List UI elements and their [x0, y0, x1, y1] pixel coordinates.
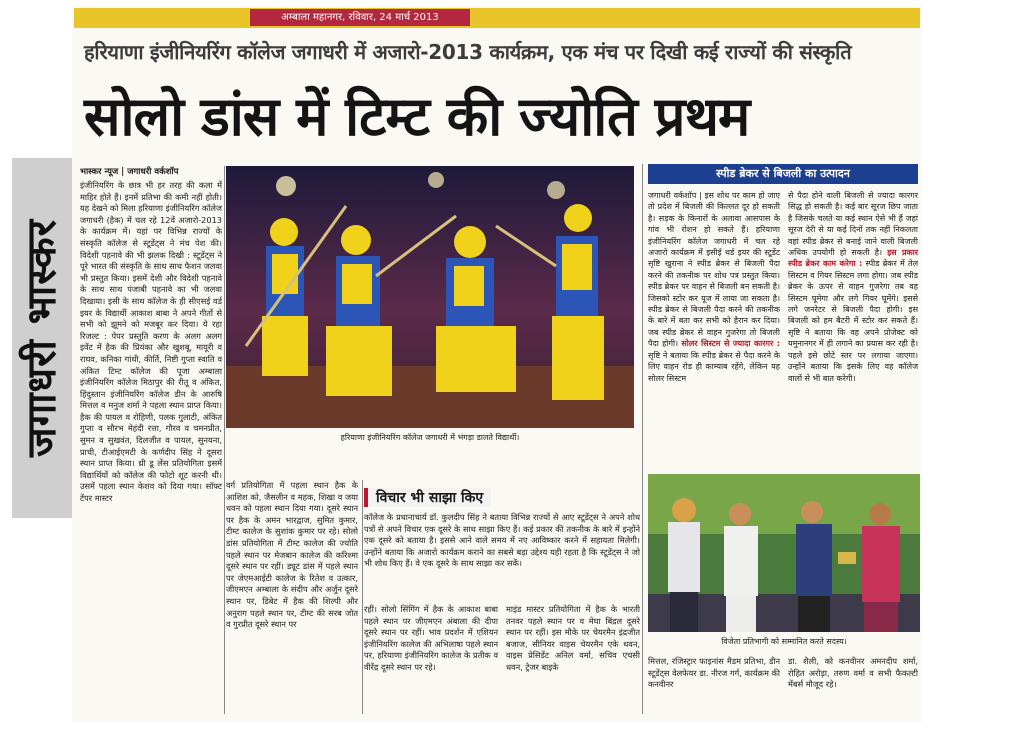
main-headline: सोलो डांस में टिम्ट की ज्योति प्रथम — [84, 84, 750, 148]
kicker-headline: हरियाणा इंजीनियरिंग कॉलेज जगाधरी में अजारो-2013 कार्यक्रम, एक मंच पर दिखी कई राज्यों की संस्कृति — [84, 40, 852, 64]
dance-photo-caption: हरियाणा इंजीनियरिंग कॉलेज जगाधरी में भंगड़ा डालते विद्यार्थी। — [340, 433, 520, 442]
side-col2-body: से पैदा होने वाली बिजली से ज्यादा कारगर सिद्ध हो सकती है। कई बार सूरज छिप जाता है जिसके चलते या कई स्थान ऐसे भी हैं जहां सूरज देरी से या कई दिनों तक नहीं निकलता वहां स्पीड ब्रेकर से बनाई जाने वाली बिजली अधिक उपयोगी हो सकती है। — [788, 191, 918, 258]
dateline: अम्बाला महानगर, रविवार, 24 मार्च 2013 — [250, 9, 470, 26]
subheading-ideas-shared: विचार भी साझा किए — [364, 488, 491, 507]
column-rule — [362, 480, 363, 714]
article-column-5: मित्तल, रजिस्ट्रार फाइनांस मैडम प्रतिभा, डीन स्टूडेंट्स वेलफेयर डा. नीरज गर्ग, कार्यक्रम की कनवीनर — [648, 656, 780, 690]
article-column-1: इंजीनियरिंग के छात्र भी हर तरह की कला में माहिर होते हैं। इनमें प्रतिभा की कमी नहीं होती। यह देखने को मिला हरियाणा इंजीनियरिंग कॉलेज जगाधरी (हैक) में चल रहे 12वें अजारो-2013 के कार्यक्रम में। यहां पर विभिन्न राज्यों के संस्कृति कॉलेज से स्टूडेंट्स ने मंच पेश की। विदेशी पहनावे की भी झलक दिखी : स्टूडेंट्स ने पूरे भारत की संस्कृति के साथ साथ फैशन जलवा भी प्रस्तुत किया। इसमें देशी और विदेशी पहनावे के साथ साथ पंजाबी पहनावे का भी जलवा दिखाया। इसी के साथ कॉलेज के ही सीएसई वर्ड इयर के विद्यार्थी आकाश बाबा ने अपने गीतों से सभी को झूमने को मजबूर कर दिया। ये रहा रिजल्ट : पेपर प्रस्तुति करण के अलग अलग इवेंट में हैक की प्रियंका और खुशबू, मायूरी व राघव, कनिका गांधी, कीर्ति, निष्टी गुप्ता स्वाति व अंकित टिम्ट कॉलेज की पूजा अम्बाला इंजीनियरिंग कॉलेज मिठापुर की रीतू व अंकित, हिंदुस्तान इंजीनियरिंग कॉलेज डीन के आरुषि मित्तल व मनुज शर्मा ने पहला स्थान प्राप्त किया। हैक की पायल व रोहिणी, पलक गुलाटी, अंकित गुप्ता व सौरभ मेहंदी रत्ता, गौरव व चमनप्रीत, सुमन व सुखवंत, दिलजीत व पायल, सुनयना, प्राची, टीआईएमटी के कर्णदीप सिंह ने दूसरा स्थान प्राप्त किया। थ्री डू लेंस प्रतियोगिता इसमें विद्यार्थियों को कॉलेज की फोटो शूट करनी थी। उसमें पहला स्थान केशव को दिया गया। सॉफ्ट टेंपर मास्टर — [80, 180, 222, 504]
side-col1-body: जगाधरी वर्कशॉप | इस शोध पर काम हो जाए तो प्रदेश में बिजली की किल्लत दूर हो सकती है। सड़क के किनारों के अलावा आसपास के गांव भी रोशन हो सकते हैं। हरियाणा इंजीनियरिंग कॉलेज जगाधरी में चल रहे अजारो कार्यक्रम में इसीई थर्ड इयर की स्टूडेंट सृष्टि खुराना ने स्पीड ब्रेकर से बिजली पैदा करने की तकनीक पर शोध पत्र प्रस्तुत किया। स्पीड ब्रेकर पर वाहन से बिजली बन सकती है। जिसको स्टोर कर यूज में लाया जा सकता है। स्पीड ब्रेकर से बिजली पैदा करने की तकनीक के बारे में बता कर सभी को हैरान कर दिया। जब स्पीड ब्रेकर से वाहन गुजरेगा तो बिजली पैदा होगी। — [648, 191, 780, 349]
dance-photo-illustration — [226, 166, 634, 428]
side-col2-subhead: इस प्रकार स्पीड ब्रेकर काम करेगा : — [788, 248, 918, 269]
article-column-4: माइंड मास्टर प्रतियोगिता में हैक के भारती तनवर पहले स्थान पर व मेघा बिंद्रल दूसरे स्थान पर रहीं। इस मौके पर चेयरमैन इंद्रजीत बजाज, सीनियर वाइस चेयरमैन एके धवन, वाइस प्रेसिडेंट अनिल वर्मा, सचिव एचसी धवन, ट्रेजर बाइके — [506, 604, 640, 672]
side-story-heading: स्पीड ब्रेकर से बिजली का उत्पादन — [648, 164, 918, 184]
top-color-band — [74, 8, 920, 28]
dance-photo — [226, 166, 634, 428]
side-col1-subhead: सोलर सिस्टम से ज्यादा कारगर : — [681, 339, 780, 349]
award-photo-illustration — [648, 474, 920, 632]
article-column-6: डा. शैली, को कनवीनर अमनदीप शर्मा, रोहित अरोड़ा, तरुण वर्मा व सभी फैकल्टी मेंबर्स मौजूद रहे। — [788, 656, 918, 690]
award-photo-caption: विजेता प्रतिभागी को सम्मानित करते सदस्य। — [721, 637, 847, 646]
side-col1-tail: सृष्टि ने बताया कि स्पीड ब्रेकर से पैदा करने के लिए वाहन रोड ही काम्याब रहेंगे, लेकिन यह सोलर सिस्टम — [648, 350, 780, 383]
award-photo — [648, 474, 920, 632]
byline: भास्कर न्यूज | जगाधरी वर्कशॉप — [80, 167, 179, 177]
article-column-3: रहीं। सोलो सिंगिंग में हैक के आकाश बाबा पहले स्थान पर जीएमएन अंबाला की दीपा दूसरे स्थान पर रहीं। भाव प्रदर्शन में एशियन इंजीनियरिंग कालेज की अभिलाषा पहले स्थान पर, हरियाणा इंजीनियरिंग कालेज के प्रतीक व वीरेंद्र दूसरे स्थान पर रहे। — [364, 604, 498, 672]
masthead-title: जगाधरी भास्कर — [19, 219, 65, 457]
side-story-column-2 — [788, 190, 918, 466]
side-story-column-1 — [648, 190, 780, 466]
article-column-2: वर्ग प्रतियोगिता में पहला स्थान हैक के आशिश को, जैसलीन व महक, शिखा व जया धवन को पहला स्थान दिया गया। दूसरे स्थान पर हैक के अमन भारद्वाज, सुमित कुमार, टीम्ट कालेज के सुशांक कुमार पर रहे। सोलो डांस प्रतियोगिता में टीम्ट कालेज की ज्योति पहले स्थान पर मेजबान कालेज की करिश्मा दूसरे स्थान पर रहीं। ड्यूट डांस में पहले स्थान पर जेएमआईटी कालेज के रितेश व उत्कार, जीएमएन अम्बाला के संदीप और अर्जुन दूसरे स्थान पर, डिबेट में हैक की शिल्पी और अनुराग पहले स्थान पर, टीम्ट की सरब जोत व गुरप्रीत दूसरे स्थान पर — [226, 480, 358, 630]
side-col2-tail: स्पीड ब्रेकर में तेल सिस्टम व गियर सिस्टम लगा होगा। जब स्पीड ब्रेकर के ऊपर से वाहन गुजरेगा तब वह सिस्टम घूमेगा और लगे गियर घूमेंगे। इससे लगे जनरेटर से बिजली पैदा होगी। इस बिजली को हम बैटरी में स्टोर कर सकते हैं। सृष्टि ने बताया कि वह अपने प्रोजेक्ट को यमुनानगर में ही लगाने का प्रयास कर रही है। पहले इसे छोटे स्तर पर लगाया जाएगा। उन्होंने बताया कि इसके लिए वह कॉलेज वालों से भी बात करेगी। — [788, 259, 918, 383]
column-rule — [642, 164, 643, 714]
ideas-paragraph: कॉलेज के प्रधानाचार्य डॉ. कुलदीप सिंह ने बताया विभिन्न राज्यों से आए स्टूडेंट्स ने अपने शोध पत्रों से अपने विचार एक दूसरे के साथ साझा किए हैं। कई प्रकार की तकनीक के बारे में इन्होंने एक दूसरे को बताया है। इससे आने वाले समय में नए आविष्कार करने में सहायता मिलेगी। उन्होंने बताया कि अजारो कार्यक्रम कराने का सबसे बड़ा उद्देश्य यही रहता है कि स्टूडेंट्स ने जो भी शोध किए हैं। वे एक दूसरे के साथ साझा कर सकें। — [364, 512, 640, 569]
column-rule — [224, 166, 225, 714]
